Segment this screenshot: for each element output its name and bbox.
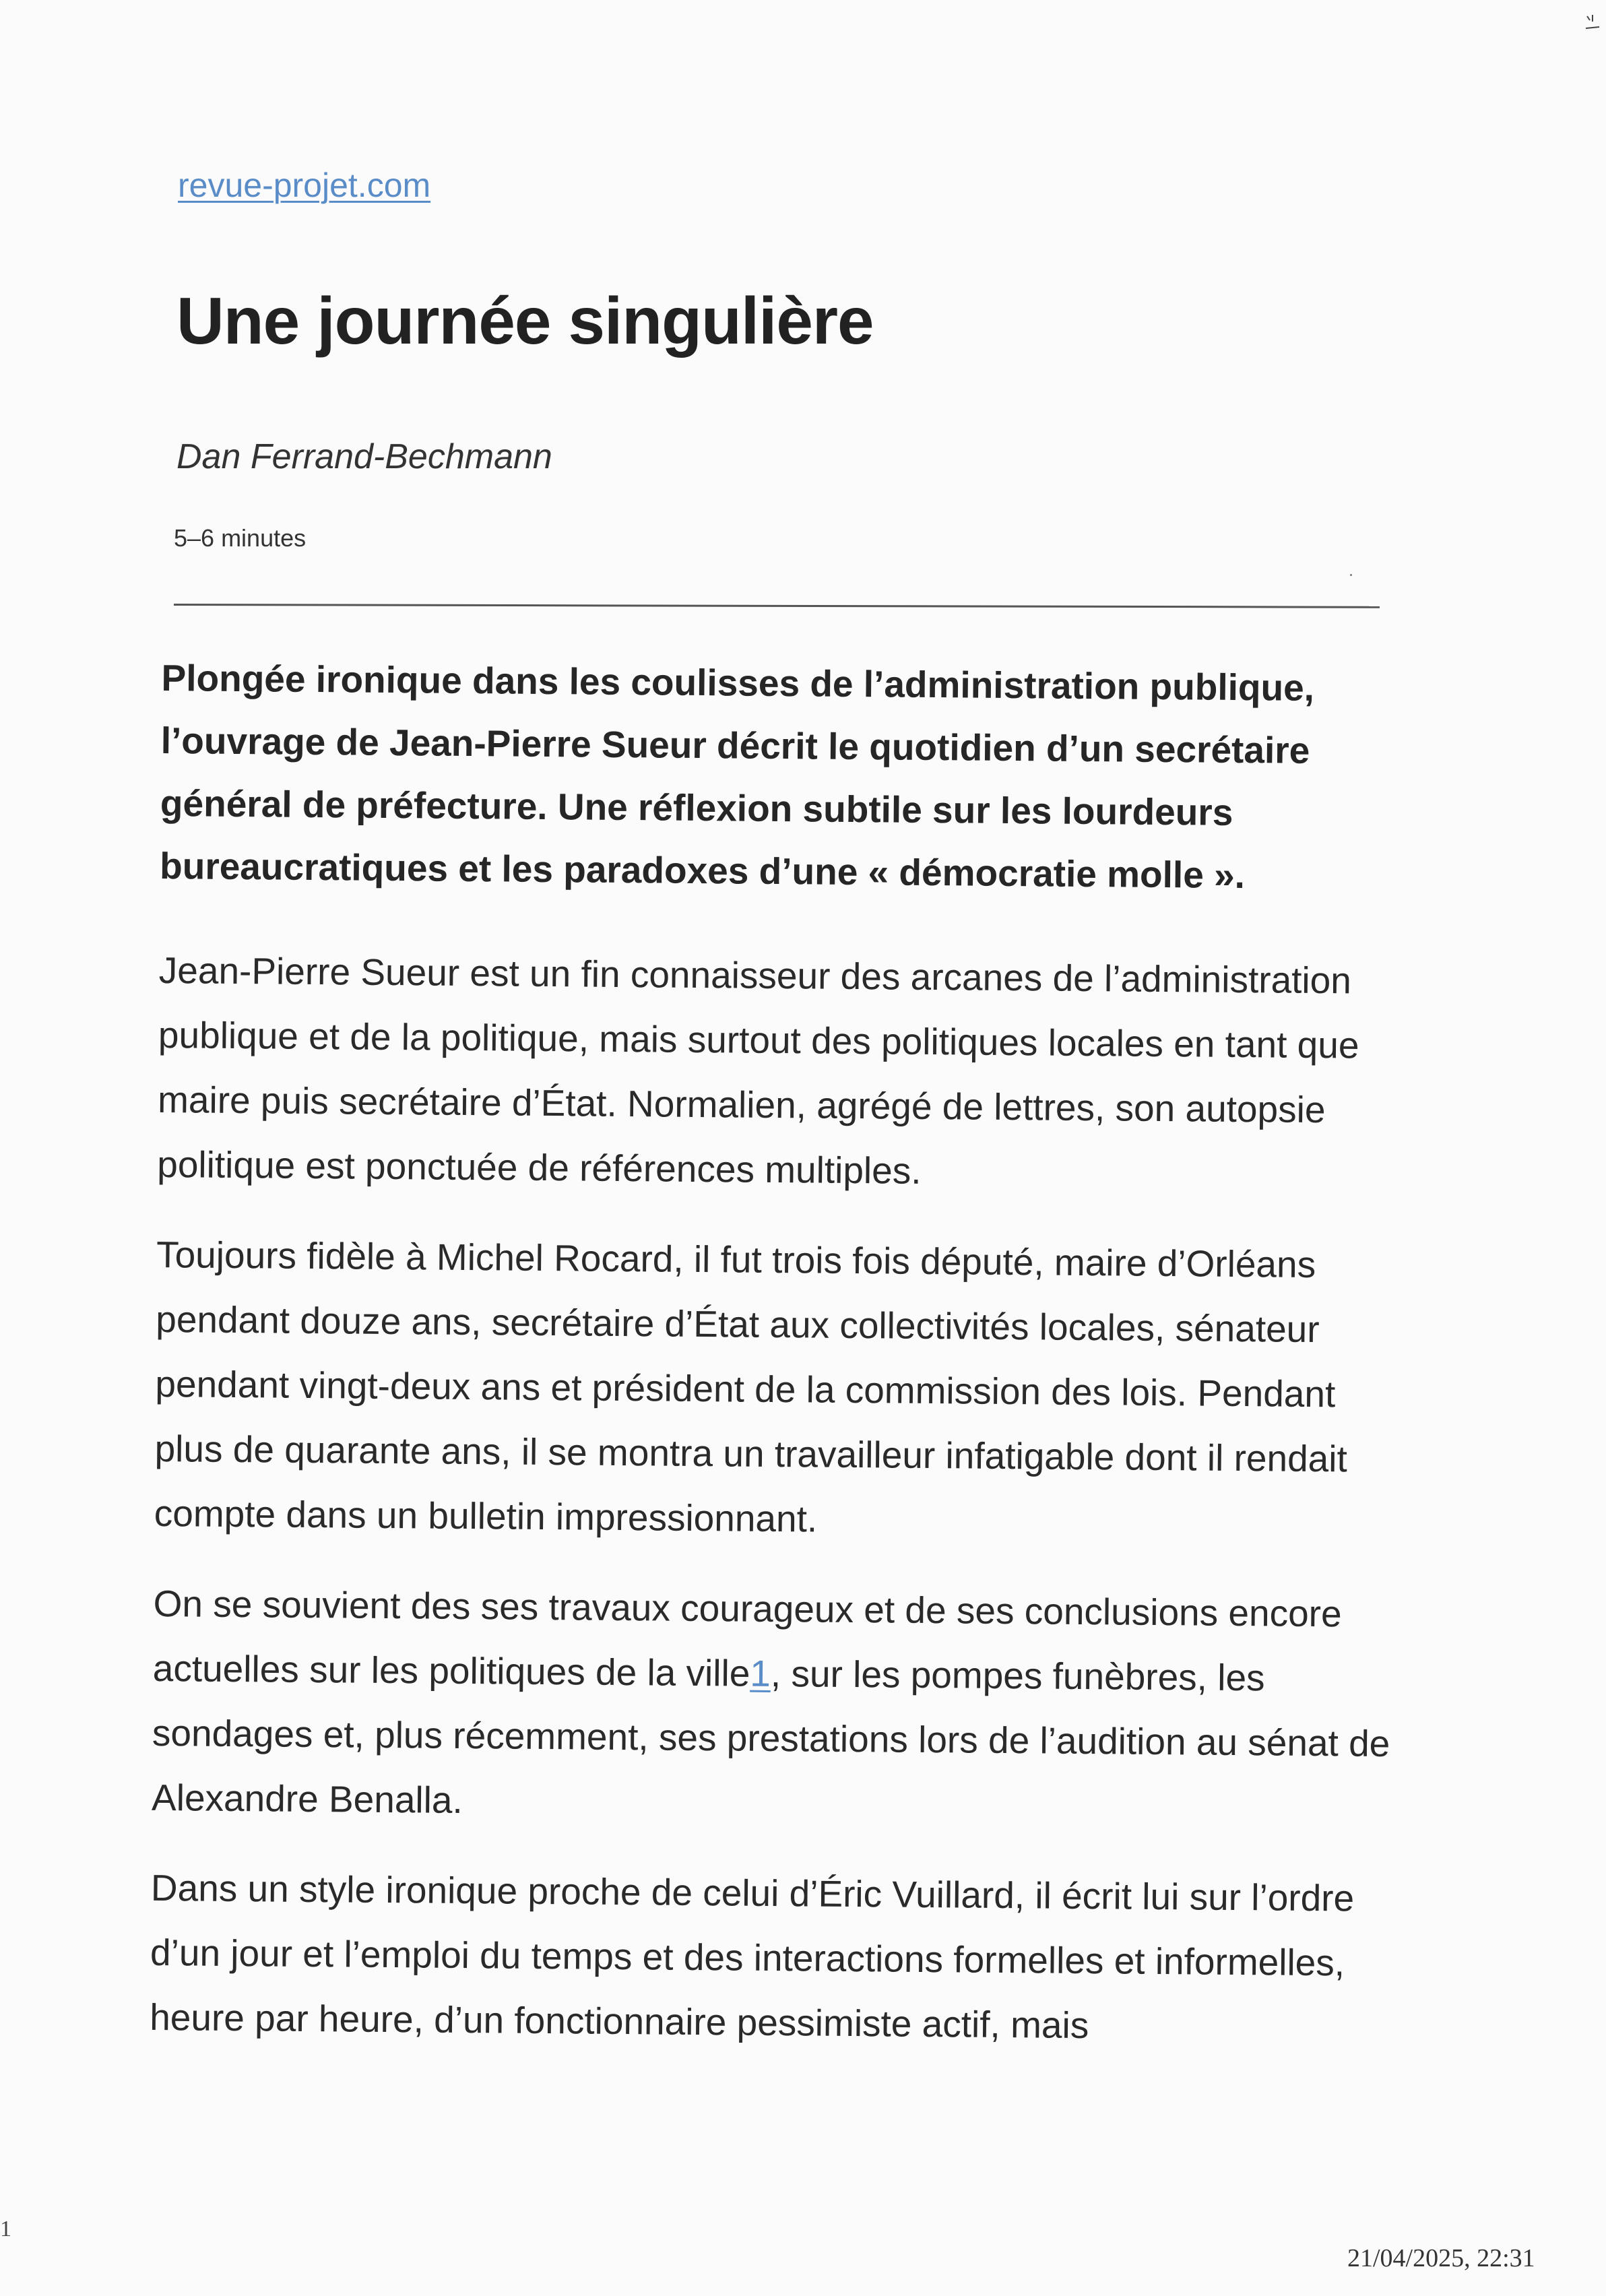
reading-time: 5–6 minutes <box>174 524 307 552</box>
scan-speck <box>1350 574 1352 576</box>
article-paragraph: Jean-Pierre Sueur est un fin connaisseur des arcanes de l’administration publique et de la politique, mais surtout des politiques locales en tant que maire puis secrétaire d’État. Normalien, agrégé de lettres, son autopsie politique est ponctuée de références multiples. <box>157 949 1359 1192</box>
page-number: 1 <box>0 2217 11 2241</box>
margin-scribble-icon <box>1583 13 1602 34</box>
site-link[interactable]: revue-projet.com <box>178 166 431 204</box>
article-paragraph: Toujours fidèle à Michel Rocard, il fut trois fois député, maire d’Orléans pendant douze ans, secrétaire d’État aux collectivités locales, sénateur pendant vingt-deux ans et président de la commission des lois. Pendant plus de quarante ans, il se montra un travailleur infatigable dont il rendait compte dans un bulletin impressionnant. <box>154 1233 1348 1540</box>
article-body <box>149 647 1401 2086</box>
article-paragraph: Dans un style ironique proche de celui d’Éric Vuillard, il écrit lui sur l’ordre d’un jour et l’emploi du temps et des interactions formelles et informelles, heure par heure, d’un fonctionnaire pessimiste actif, mais <box>149 1866 1355 2047</box>
paragraph-text: , sur les pompes funèbres, les sondages et, plus récemment, ses prestations lors de l’audition au sénat de Alexandre Benalla. <box>151 1652 1390 1821</box>
header-divider <box>174 604 1380 608</box>
paragraph-text: On se souvient des ses travaux courageux et de ses conclusions encore actuelles sur les politiques de la ville <box>152 1582 1342 1694</box>
article-paragraph <box>152 1571 1393 1841</box>
article-title: Une journée singulière <box>176 284 874 358</box>
print-timestamp: 21/04/2025, 22:31 <box>1347 2244 1535 2272</box>
article-author: Dan Ferrand-Bechmann <box>176 437 552 476</box>
footnote-link[interactable]: 1 <box>750 1652 771 1694</box>
article-lead: Plongée ironique dans les coulisses de l’administration publique, l’ouvrage de Jean-Pierre Sueur décrit le quotidien d’un secrétaire général de préfecture. Une réflexion subtile sur les lourdeurs bureaucratiques et les paradoxes d’une « démocratie molle ». <box>159 656 1315 897</box>
